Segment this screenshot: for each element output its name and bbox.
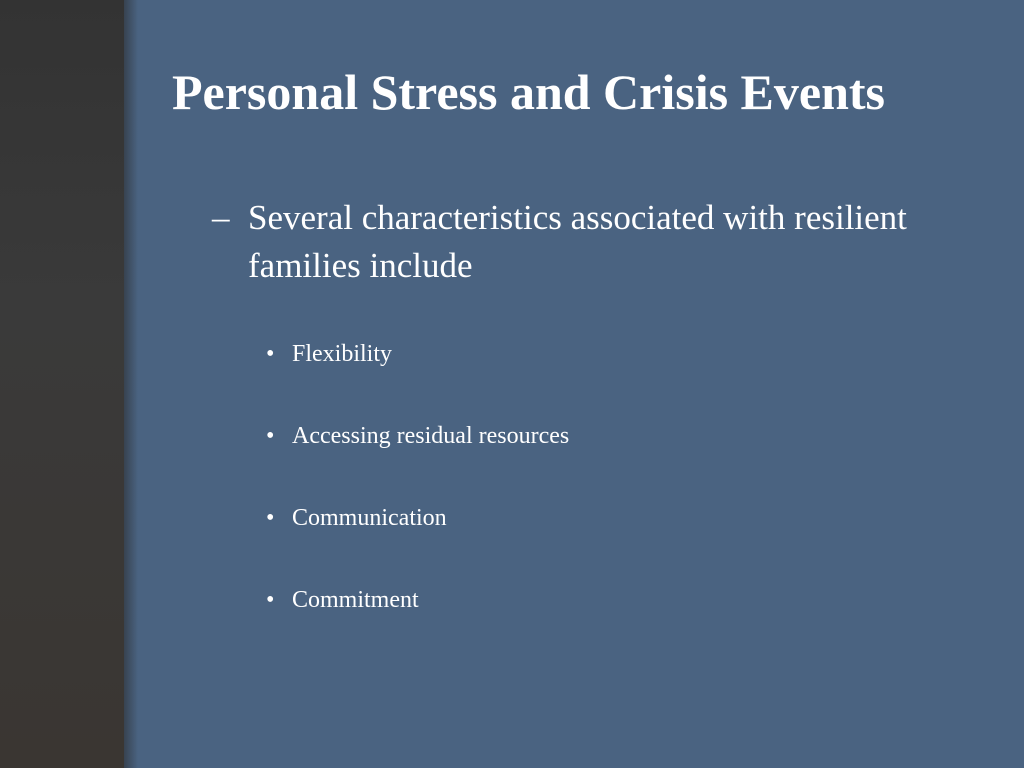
sub-point-text: Several characteristics associated with resilient families include <box>248 198 907 285</box>
bullet-item <box>266 336 569 418</box>
bullet-item <box>266 418 569 500</box>
left-decorative-bar <box>0 0 124 768</box>
bullet-marker: • <box>266 587 275 613</box>
bullet-text: Accessing residual resources <box>292 423 570 449</box>
bullet-item <box>266 500 569 582</box>
sub-point <box>212 194 912 290</box>
bullet-text: Commitment <box>292 587 419 613</box>
bullet-marker: • <box>266 341 275 367</box>
slide-title: Personal Stress and Crisis Events <box>172 64 886 120</box>
dash-marker: – <box>212 198 230 237</box>
bullet-marker: • <box>266 505 275 531</box>
bullet-text: Flexibility <box>292 341 393 367</box>
bullet-text: Communication <box>292 505 447 531</box>
bullet-list <box>266 336 569 664</box>
bullet-item <box>266 582 569 664</box>
bullet-marker: • <box>266 423 275 449</box>
left-bar-shadow <box>124 0 138 768</box>
